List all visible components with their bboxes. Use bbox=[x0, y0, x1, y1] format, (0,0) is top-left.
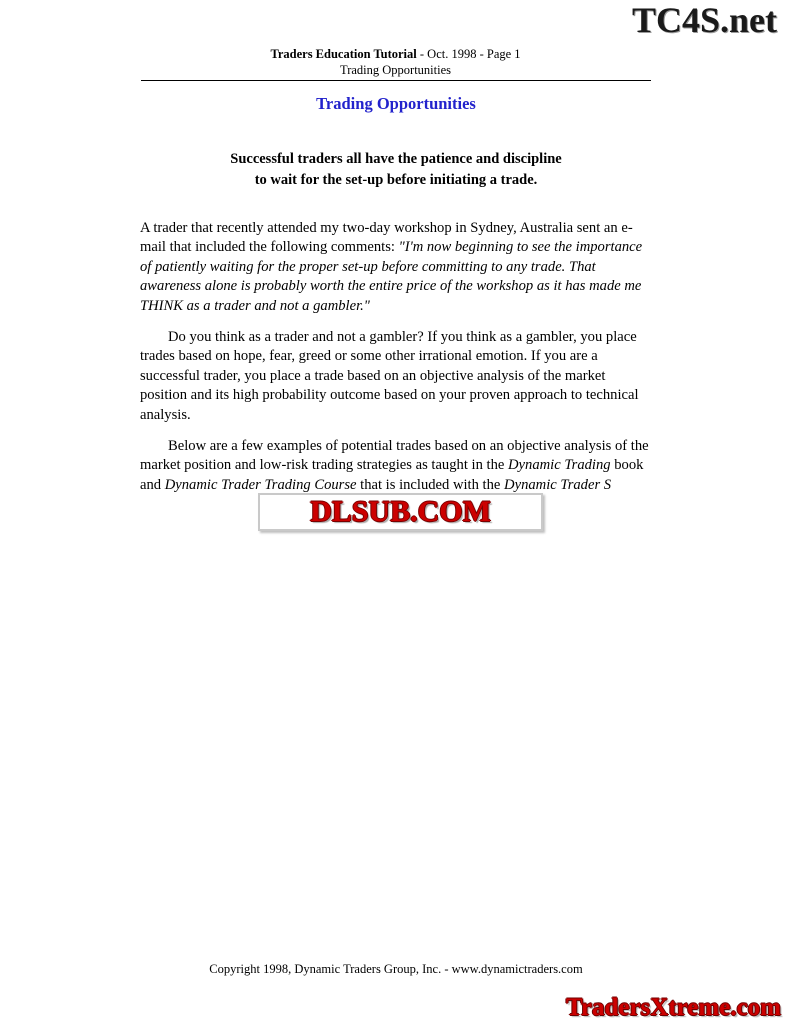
dlsub-watermark-text: DLSUB.COM bbox=[310, 495, 491, 528]
page-footer: Copyright 1998, Dynamic Traders Group, Inc. - www.dynamictraders.com bbox=[209, 962, 583, 976]
paragraph-1-lead: A trader that recently attended my two-day workshop in Sydney, Australia sent an e-mail that included the following comments: bbox=[140, 220, 633, 256]
subtitle-line-2: to wait for the set-up before initiating a trade. bbox=[254, 172, 538, 189]
subtitle-line-1: Successful traders all have the patience and discipline bbox=[230, 151, 562, 167]
paragraph-1 bbox=[140, 219, 652, 316]
page-subtitle bbox=[141, 149, 651, 191]
header-line-2: Trading Opportunities bbox=[340, 63, 451, 77]
paragraph-3-part-a: Below are a few examples of potential trades based on an objective analysis of the market position and low-risk trading strategies as taught in the bbox=[140, 438, 649, 474]
paragraph-3-part-c: book and bbox=[140, 457, 644, 493]
product-title-dynamic-trader-s: Dynamic Trader S bbox=[504, 476, 612, 493]
paragraph-1-quote: "I'm now beginning to see the importance of patiently waiting for the proper set-up before committing to any trade. That awareness alone is probably worth the entire price of the workshop as it has made me THINK as a trader and not a gambler." bbox=[140, 239, 643, 314]
page-header bbox=[141, 46, 650, 78]
header-line-1 bbox=[141, 46, 650, 62]
body-content bbox=[140, 219, 652, 507]
course-title-dynamic-trader-trading-course: Dynamic Trader Trading Course bbox=[164, 476, 357, 493]
book-title-dynamic-trading: Dynamic Trading bbox=[508, 457, 611, 474]
header-title-bold: Traders Education Tutorial bbox=[270, 47, 417, 61]
dlsub-watermark-stamp bbox=[258, 493, 543, 531]
header-divider bbox=[141, 80, 651, 81]
tradersxtreme-watermark: TradersXtreme.com bbox=[566, 994, 781, 1021]
tc4s-watermark: TC4S.net bbox=[631, 0, 777, 40]
paragraph-3-part-e: that is included with the bbox=[356, 476, 505, 493]
page-title: Trading Opportunities bbox=[316, 94, 476, 113]
header-title-rest: - Oct. 1998 - Page 1 bbox=[416, 47, 521, 61]
paragraph-3 bbox=[140, 437, 652, 495]
paragraph-2: Do you think as a trader and not a gambler? If you think as a gambler, you place trades based on hope, fear, greed or some other irrational emotion. If you are a successful trader, you place a trade based on an objective analysis of the market position and its high probability outcome based on your proven approach to technical analysis. bbox=[140, 329, 639, 423]
